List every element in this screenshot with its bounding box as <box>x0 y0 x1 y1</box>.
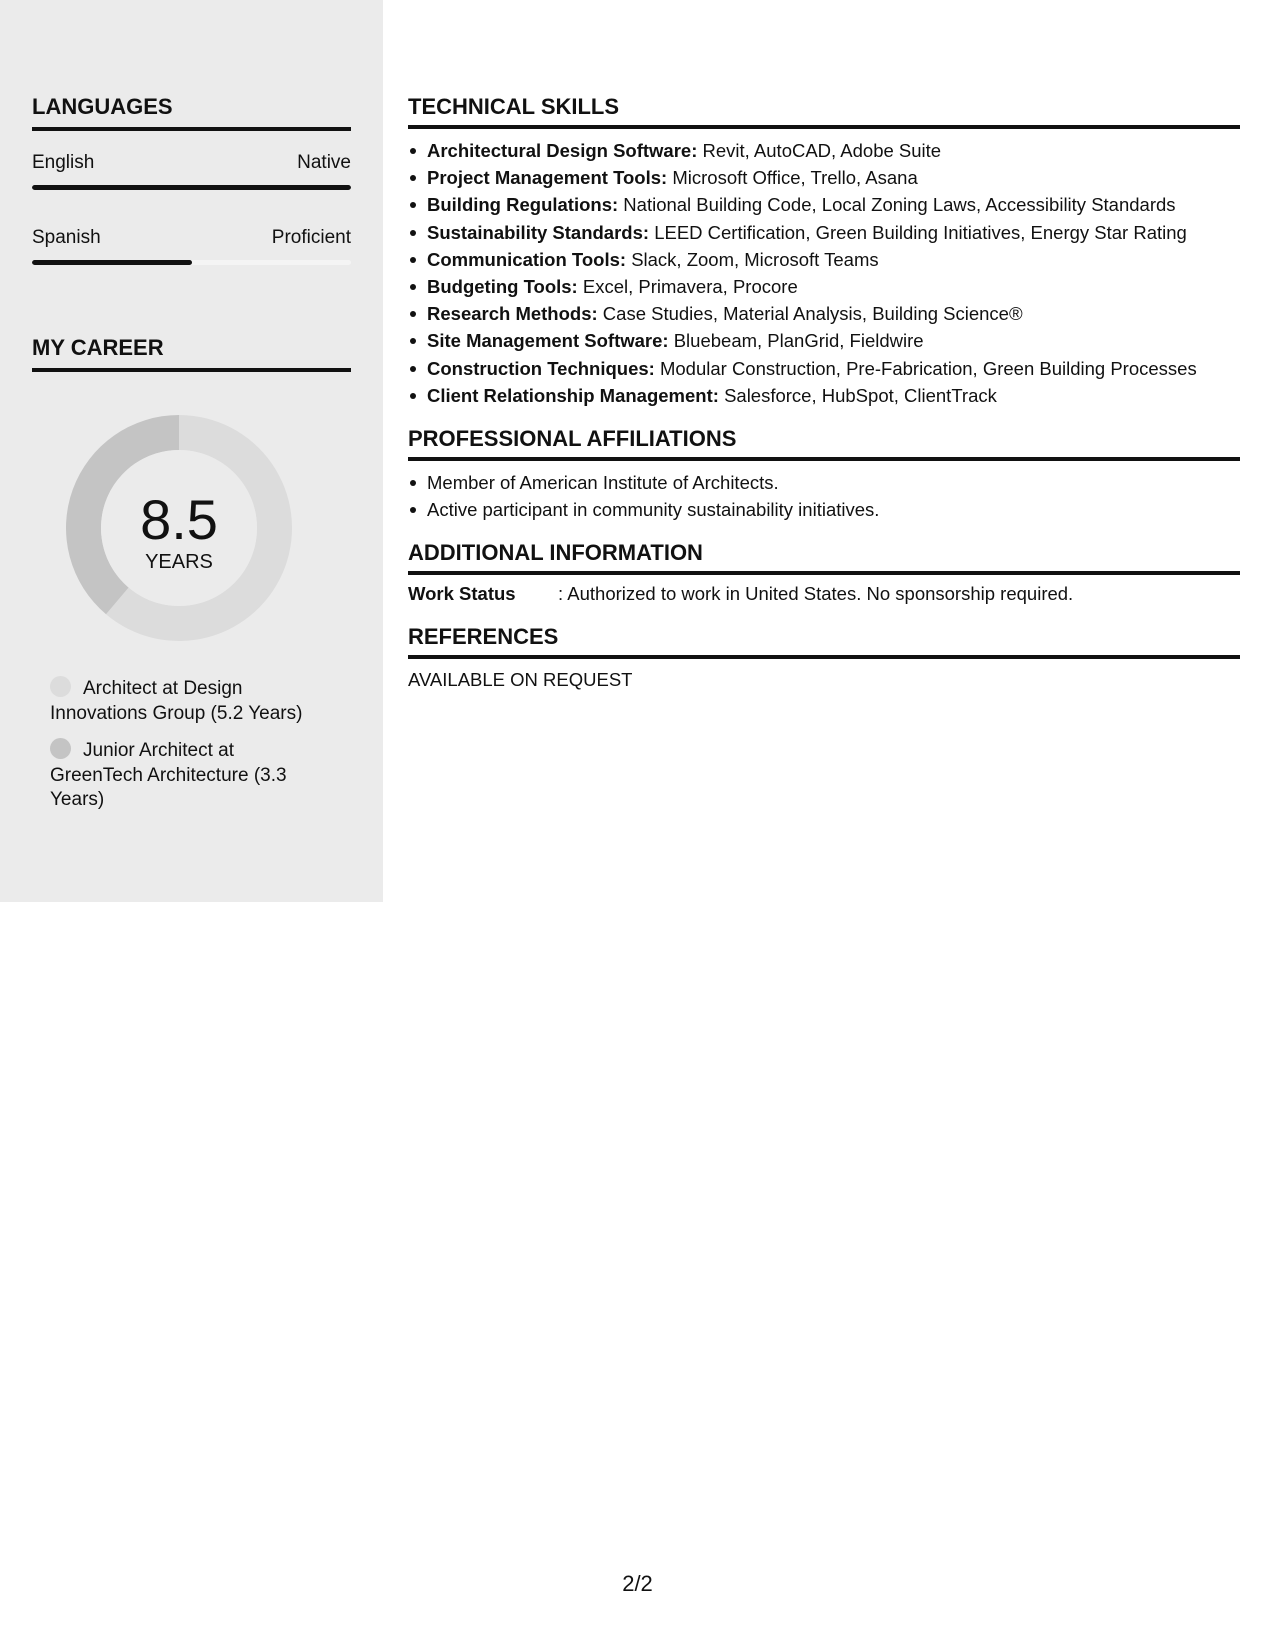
additional-info-heading: ADDITIONAL INFORMATION <box>408 539 1240 575</box>
language-name: Spanish <box>32 227 101 248</box>
technical-skills-list <box>408 137 1240 409</box>
skill-item <box>408 327 1240 354</box>
skill-label: Site Management Software: <box>427 330 669 352</box>
language-proficiency-bar <box>32 185 351 190</box>
skill-item <box>408 191 1240 218</box>
skill-item <box>408 382 1240 409</box>
skill-item <box>408 164 1240 191</box>
legend-label: Junior Architect at GreenTech Architecture (3.3 Years) <box>50 740 287 810</box>
affiliations-heading: PROFESSIONAL AFFILIATIONS <box>408 425 1240 461</box>
skill-item <box>408 137 1240 164</box>
affiliations-list <box>408 469 1240 523</box>
skill-item <box>408 273 1240 300</box>
affiliations-section <box>408 425 1240 523</box>
skill-value: LEED Certification, Green Building Initiatives, Energy Star Rating <box>654 221 1187 243</box>
skill-value: Excel, Primavera, Procore <box>582 276 798 298</box>
work-status-value: : Authorized to work in United States. No sponsorship required. <box>558 583 1074 605</box>
skill-item <box>408 300 1240 327</box>
sidebar <box>0 0 383 902</box>
references-heading: REFERENCES <box>408 623 1240 659</box>
skill-value: Salesforce, HubSpot, ClientTrack <box>724 384 997 406</box>
skill-value: Slack, Zoom, Microsoft Teams <box>631 248 879 270</box>
skill-item <box>408 355 1240 382</box>
skill-value: Case Studies, Material Analysis, Building Science® <box>602 303 1023 325</box>
language-name: English <box>32 152 95 173</box>
language-proficiency-fill <box>32 185 351 190</box>
list-item: Active participant in community sustainability initiatives. <box>408 496 1240 523</box>
list-item: Member of American Institute of Architects. <box>408 469 1240 496</box>
legend-label: Architect at Design Innovations Group (5.2 Years) <box>50 678 303 724</box>
career-heading: MY CAREER <box>32 334 351 372</box>
skill-label: Budgeting Tools: <box>427 276 578 298</box>
work-status-row <box>408 581 1240 607</box>
skill-label: Project Management Tools: <box>427 167 668 189</box>
legend-swatch <box>50 676 71 697</box>
skill-value: Revit, AutoCAD, Adobe Suite <box>702 140 942 161</box>
skill-label: Building Regulations: <box>427 194 619 216</box>
skill-label: Sustainability Standards: <box>427 221 650 243</box>
technical-skills-heading: TECHNICAL SKILLS <box>408 93 1240 129</box>
languages-heading: LANGUAGES <box>32 93 351 131</box>
page-number: 2/2 <box>622 1571 653 1596</box>
language-level: Native <box>297 152 351 173</box>
work-status-label: Work Status <box>408 583 516 605</box>
language-proficiency-bar <box>32 260 351 265</box>
skill-item <box>408 246 1240 273</box>
skill-value: National Building Code, Local Zoning Laws, Accessibility Standards <box>623 194 1176 216</box>
skill-label: Architectural Design Software: <box>427 140 698 161</box>
career-legend-item <box>50 676 330 726</box>
career-legend-item <box>50 738 330 813</box>
skill-label: Research Methods: <box>427 303 598 325</box>
additional-info-section <box>408 539 1240 607</box>
languages-section <box>32 93 351 265</box>
language-level: Proficient <box>271 227 351 248</box>
skill-value: Microsoft Office, Trello, Asana <box>672 167 918 189</box>
career-section <box>32 334 351 372</box>
language-proficiency-fill <box>32 260 192 265</box>
career-total-unit: YEARS <box>145 551 213 573</box>
career-total-value: 8.5 <box>140 488 218 551</box>
language-item-english <box>32 151 351 190</box>
career-legend <box>50 676 330 825</box>
skill-value: Modular Construction, Pre-Fabrication, Green Building Processes <box>659 357 1197 379</box>
references-text: AVAILABLE ON REQUEST <box>408 669 633 691</box>
skill-item <box>408 219 1240 246</box>
skill-value: Bluebeam, PlanGrid, Fieldwire <box>673 330 924 352</box>
main-content <box>408 93 1240 709</box>
skill-label: Client Relationship Management: <box>427 384 719 406</box>
language-item-spanish <box>32 226 351 265</box>
technical-skills-section <box>408 93 1240 409</box>
career-donut-chart <box>66 415 292 641</box>
skill-label: Construction Techniques: <box>427 357 655 379</box>
references-section <box>408 623 1240 693</box>
legend-swatch <box>50 738 71 759</box>
skill-label: Communication Tools: <box>427 248 627 270</box>
